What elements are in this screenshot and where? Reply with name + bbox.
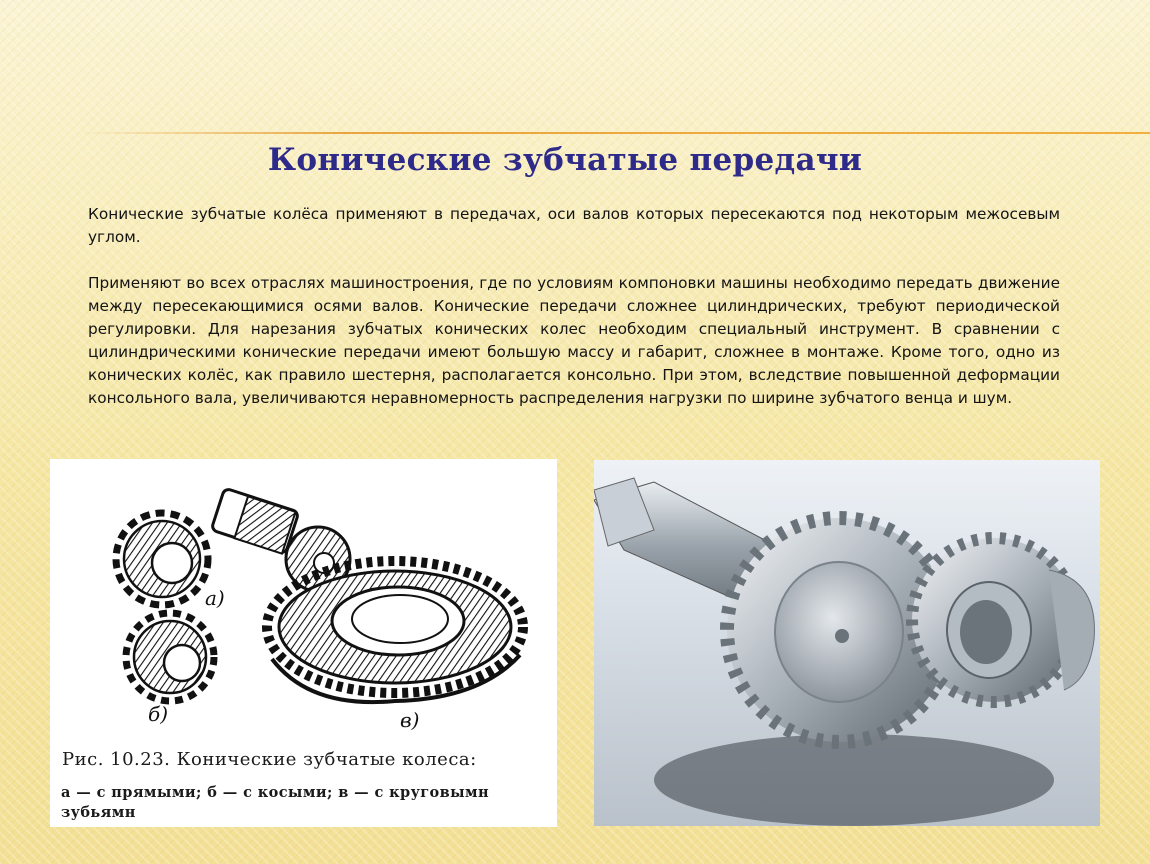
figure-caption-text: а — с прямыми; б — с косыми; в — с круговымн зубьямн (61, 784, 490, 821)
accent-rule (78, 132, 1150, 134)
label-c: в) (400, 708, 420, 732)
paragraph-definition: Конические зубчатые колёса применяют в передачах, оси валов которых пересекаются под некоторым межосевым углом. (88, 205, 1060, 246)
label-a: а) (205, 586, 225, 610)
label-b: б) (148, 702, 169, 726)
straight-bevel-gear-icon (116, 513, 208, 605)
figure-caption-title: Рис. 10.23. Конические зубчатые колеса: (62, 749, 477, 770)
slide-title: Конические зубчатые передачи (267, 142, 863, 178)
spiral-bevel-gear-pair-icon (211, 488, 523, 702)
helical-bevel-gear-icon (126, 613, 214, 701)
gear-photo (594, 460, 1100, 826)
figure-gear-drawing (50, 459, 557, 827)
paragraph-application: Применяют во всех отраслях машиностроения, где по условиям компоновки машины необходимо передать движение между пересекающимися осями валов. Конические передачи сложнее цилиндрических, требуют периодической регулировки. Для нарезания зубчатых конических колес необходим специальный инструмент. В сравнении с цилиндрическими конические передачи имеют большую массу и габарит, сложнее в монтаже. Кроме того, одно из конических колёс, как правило шестерня, располагается консольно. При этом, вследствие повышенной деформации консольного вала, увеличиваются неравномерность распределения нагрузки по ширине зубчатого венца и шум. (88, 274, 1060, 407)
metal-bevel-gears-icon (594, 460, 1100, 826)
bevel-gears-drawing-icon (50, 459, 557, 749)
